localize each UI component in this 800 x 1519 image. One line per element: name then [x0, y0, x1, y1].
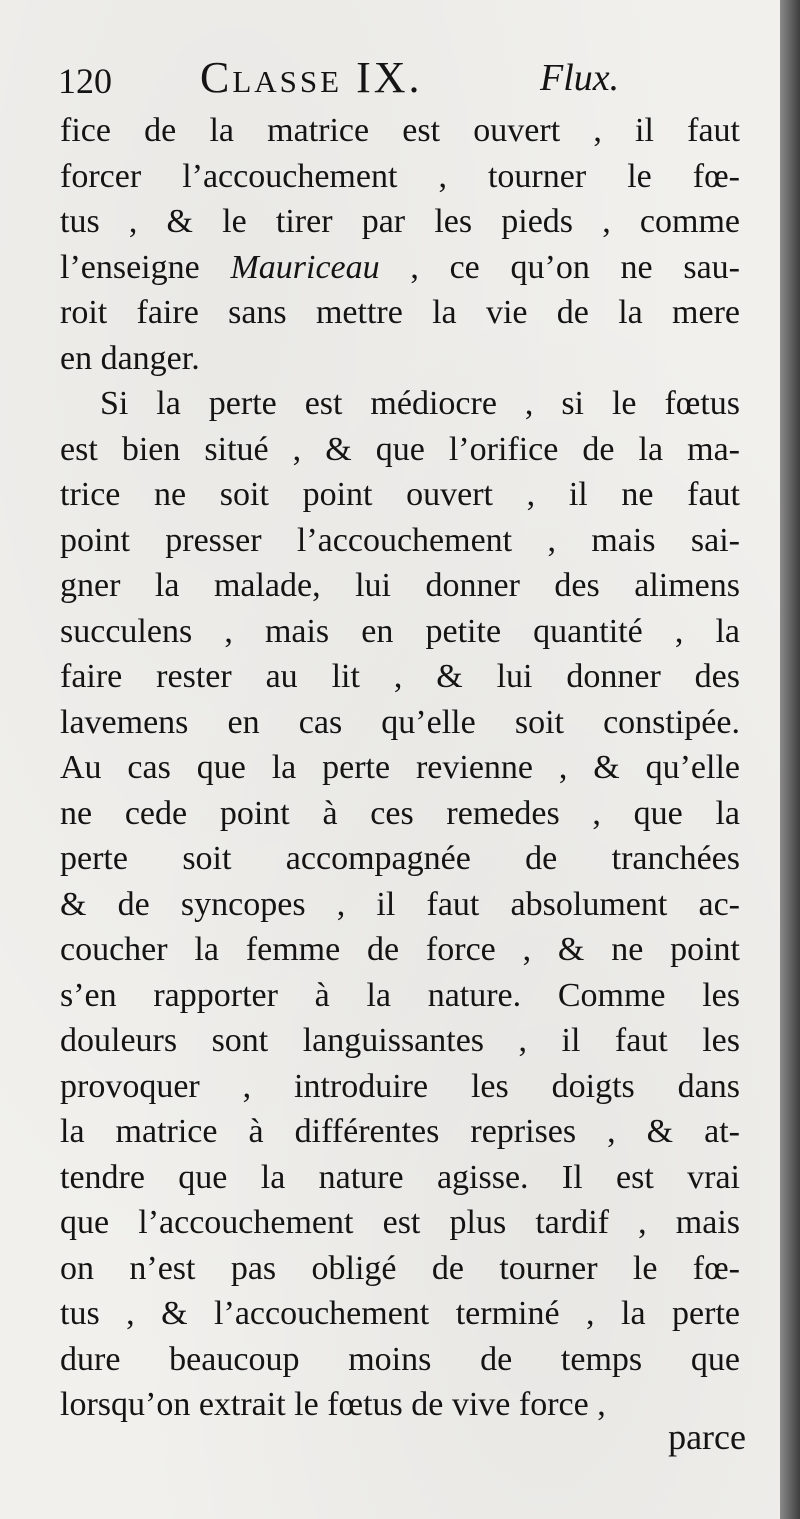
- text-line: forcer l’accouchement , tourner le fœ-: [60, 157, 740, 195]
- text-line: douleurs sont languissantes , il faut les: [60, 1022, 740, 1059]
- section-title: Flux.: [540, 57, 620, 99]
- text-line: Au cas que la perte revienne , & qu’elle: [60, 749, 740, 786]
- text-line: la matrice à différentes reprises , & at-: [60, 1113, 740, 1150]
- text-line: roit faire sans mettre la vie de la mere: [60, 294, 740, 331]
- text-line: provoquer , introduire les doigts dans: [60, 1067, 740, 1105]
- page-edge-shadow: [780, 0, 800, 1519]
- text-line: succulens , mais en petite quantité , la: [60, 612, 740, 650]
- text-line: l’enseigne Mauriceau , ce qu’on ne sau-: [60, 248, 740, 286]
- text-line: on n’est pas obligé de tourner le fœ-: [60, 1249, 740, 1287]
- text-line: faire rester au lit , & lui donner des: [60, 658, 740, 695]
- text-line: Si la perte est médiocre , si le fœtus: [100, 385, 740, 422]
- text-line: que l’accouchement est plus tardif , mais: [60, 1204, 740, 1241]
- text-line: gner la malade, lui donner des alimens: [60, 567, 740, 604]
- running-header: [58, 52, 758, 102]
- text-line: coucher la femme de force , & ne point: [60, 931, 740, 968]
- text-line: & de syncopes , il faut absolument ac-: [60, 885, 740, 923]
- text-line: lavemens en cas qu’elle soit constipée.: [60, 703, 740, 741]
- catchword: parce: [668, 1417, 746, 1457]
- text-line: perte soit accompagnée de tranchées: [60, 840, 740, 877]
- text-line: tendre que la nature agisse. Il est vrai: [60, 1158, 740, 1196]
- page-number: 120: [58, 61, 112, 101]
- text-line: s’en rapporter à la nature. Comme les: [60, 976, 740, 1014]
- text-line: tus , & le tirer par les pieds , comme: [60, 203, 740, 240]
- text-line: lorsqu’on extrait le fœtus de vive force ,: [60, 1386, 606, 1423]
- text-line: point presser l’accouchement , mais sai-: [60, 521, 740, 559]
- text-line: est bien situé , & que l’orifice de la ma-: [60, 430, 740, 468]
- body-text: [60, 108, 740, 1428]
- text-line: fice de la matrice est ouvert , il faut: [60, 112, 740, 149]
- text-line: tus , & l’accouchement terminé , la perte: [60, 1295, 740, 1332]
- text-line: trice ne soit point ouvert , il ne faut: [60, 476, 740, 513]
- class-title: Classe IX.: [200, 53, 423, 102]
- text-line: en danger.: [60, 339, 200, 377]
- text-line: ne cede point à ces remedes , que la: [60, 794, 740, 832]
- text-line: dure beaucoup moins de temps que: [60, 1340, 740, 1378]
